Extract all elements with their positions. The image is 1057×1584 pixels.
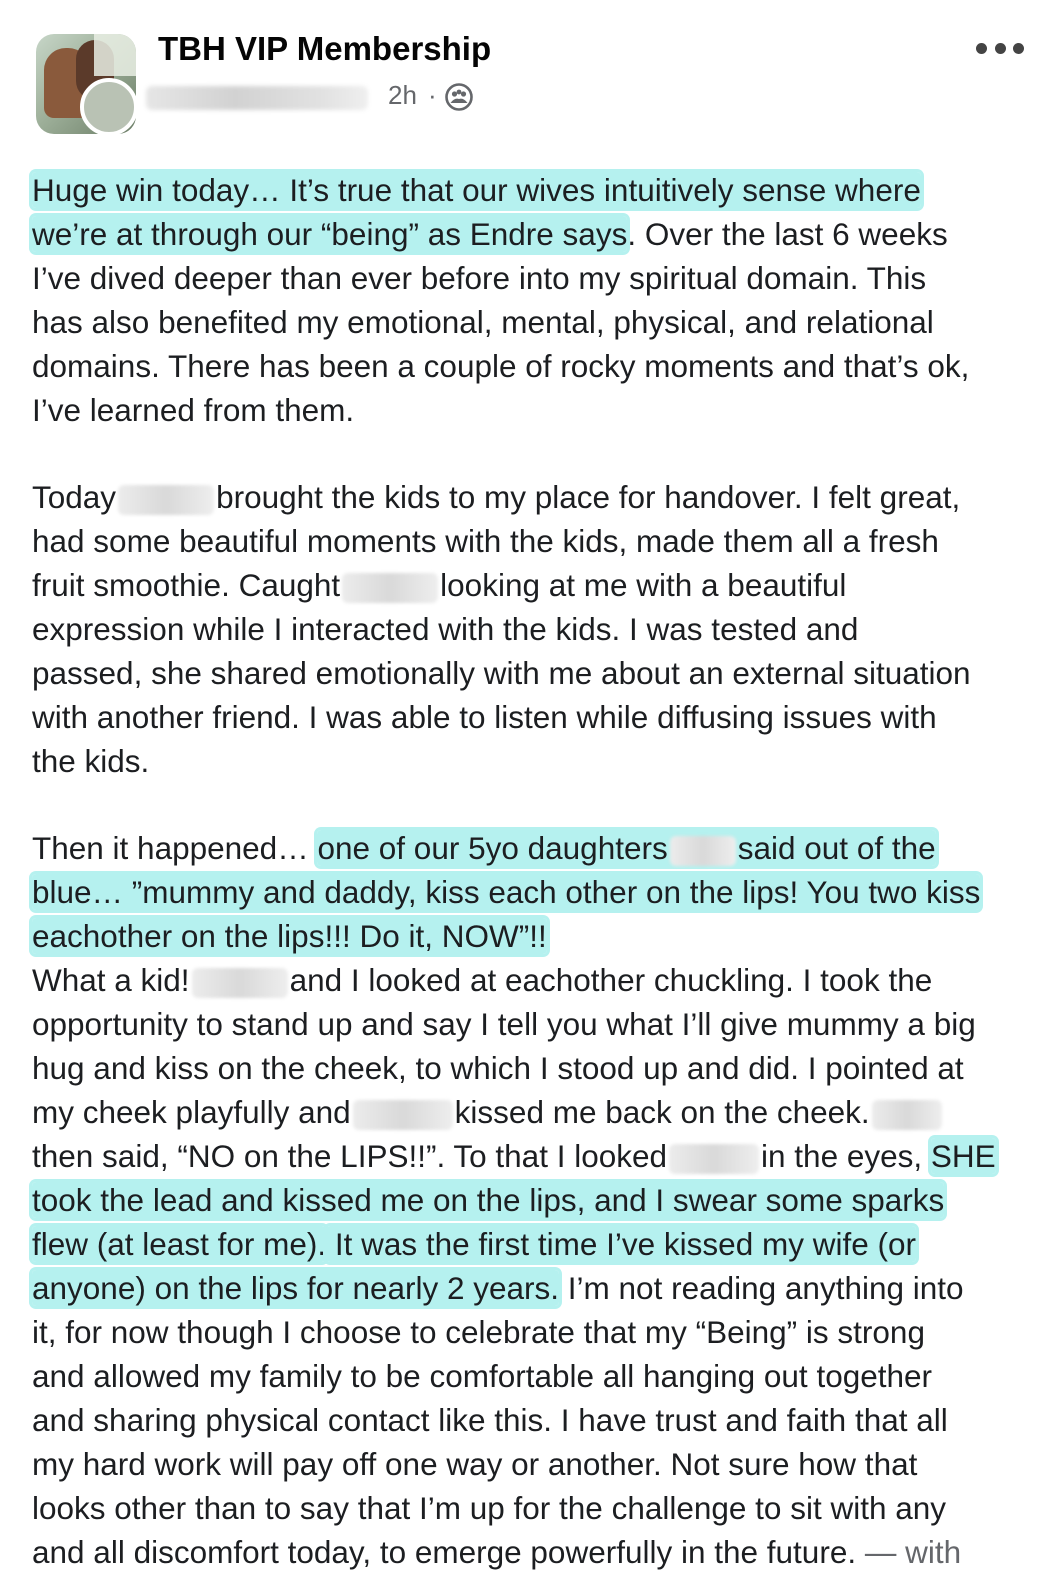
highlighted-text: blue… ”mummy and daddy, kiss each other on the lips! You two kiss xyxy=(32,874,981,910)
text-span: in the eyes, xyxy=(761,1138,931,1174)
group-members-icon xyxy=(444,82,474,112)
name-redacted xyxy=(669,1144,759,1174)
text-span: said out of the xyxy=(737,830,936,866)
author-avatar-redacted[interactable] xyxy=(80,78,138,136)
text-span: Today xyxy=(32,479,117,515)
text-span: one of our 5yo daughters xyxy=(317,830,668,866)
text-line xyxy=(32,1530,1042,1574)
text-span: brought the kids to my place for handover. I felt great, xyxy=(216,479,961,515)
text-span: What a kid! xyxy=(32,962,190,998)
text-line xyxy=(32,1178,1042,1222)
post-timestamp[interactable]: 2h xyxy=(388,80,417,110)
text-line xyxy=(32,1266,1042,1310)
text-line: my hard work will pay off one way or another. Not sure how that xyxy=(32,1446,918,1482)
highlighted-text: SHE xyxy=(930,1138,996,1174)
text-line: and sharing physical contact like this. I have trust and faith that all xyxy=(32,1402,948,1438)
text-line: and allowed my family to be comfortable all hanging out together xyxy=(32,1358,933,1394)
text-span: Then it happened… xyxy=(32,830,318,866)
text-span: then said, “NO on the LIPS!!”. To that I looked xyxy=(32,1138,668,1174)
with-tag-link[interactable]: — with xyxy=(856,1534,962,1570)
name-redacted xyxy=(872,1100,942,1130)
text-line xyxy=(32,1090,1042,1134)
text-line: it, for now though I choose to celebrate that my “Being” is strong xyxy=(32,1314,925,1350)
text-line xyxy=(32,914,1042,958)
text-line xyxy=(32,826,1042,870)
post-text xyxy=(32,168,1042,1574)
text-line xyxy=(32,168,1042,212)
text-line: passed, she shared emotionally with me about an external situation xyxy=(32,655,971,691)
text-line xyxy=(32,958,1042,1002)
name-redacted xyxy=(342,573,438,603)
highlighted-text: we’re at through our “being” as Endre says xyxy=(32,216,628,252)
text-span: and I looked at eachother chuckling. I took the xyxy=(289,962,933,998)
meta-separator: · xyxy=(428,80,437,110)
text-span: and all discomfort today, to emerge powerfully in the future. xyxy=(32,1534,857,1570)
highlighted-text: eachother on the lips!!! Do it, NOW”!! xyxy=(32,918,547,954)
more-options-button[interactable] xyxy=(976,36,1024,60)
highlighted-text xyxy=(317,830,935,866)
highlighted-text: flew (at least for me). xyxy=(32,1226,327,1262)
text-span: kissed me back on the cheek. xyxy=(454,1094,870,1130)
text-line: had some beautiful moments with the kids, made them all a fresh xyxy=(32,523,939,559)
post-header xyxy=(0,0,1057,150)
name-redacted xyxy=(670,836,736,866)
text-line xyxy=(32,870,1042,914)
text-line xyxy=(32,563,1042,607)
text-span: looking at me with a beautiful xyxy=(440,567,847,603)
highlighted-text: Huge win today… It’s true that our wives intuitively sense where xyxy=(32,172,921,208)
text-line: the kids. xyxy=(32,743,150,779)
text-span: my cheek playfully and xyxy=(32,1094,351,1130)
text-line: with another friend. I was able to listen while diffusing issues with xyxy=(32,699,937,735)
author-name-redacted[interactable] xyxy=(146,86,368,110)
text-line xyxy=(32,1222,1042,1266)
text-line: looks other than to say that I’m up for the challenge to sit with any xyxy=(32,1490,947,1526)
name-redacted xyxy=(353,1100,453,1130)
text-line: I’ve dived deeper than ever before into my spiritual domain. This xyxy=(32,260,927,296)
highlighted-text: anyone) on the lips for nearly 2 years. xyxy=(32,1270,560,1306)
name-redacted xyxy=(118,485,214,515)
text-line: has also benefited my emotional, mental, physical, and relational xyxy=(32,304,934,340)
text-line: opportunity to stand up and say I tell you what I’ll give mummy a big xyxy=(32,1006,976,1042)
more-options-icon xyxy=(976,43,987,54)
highlighted-text: took the lead and kissed me on the lips, and I swear some sparks xyxy=(32,1182,945,1218)
text-line xyxy=(32,475,1042,519)
text-line xyxy=(32,1134,1042,1178)
text-span: I’m not reading anything into xyxy=(559,1270,964,1306)
group-name-link[interactable]: TBH VIP Membership xyxy=(158,30,492,67)
text-line: I’ve learned from them. xyxy=(32,392,355,428)
text-line: expression while I interacted with the kids. I was tested and xyxy=(32,611,859,647)
text-line: domains. There has been a couple of rocky moments and that’s ok, xyxy=(32,348,970,384)
highlighted-text: It was the first time I’ve kissed my wife (or xyxy=(326,1226,916,1262)
text-line xyxy=(32,212,1042,256)
name-redacted xyxy=(192,968,288,998)
text-span: fruit smoothie. Caught xyxy=(32,567,341,603)
text-span: . Over the last 6 weeks xyxy=(627,216,948,252)
text-line: hug and kiss on the cheek, to which I stood up and did. I pointed at xyxy=(32,1050,964,1086)
